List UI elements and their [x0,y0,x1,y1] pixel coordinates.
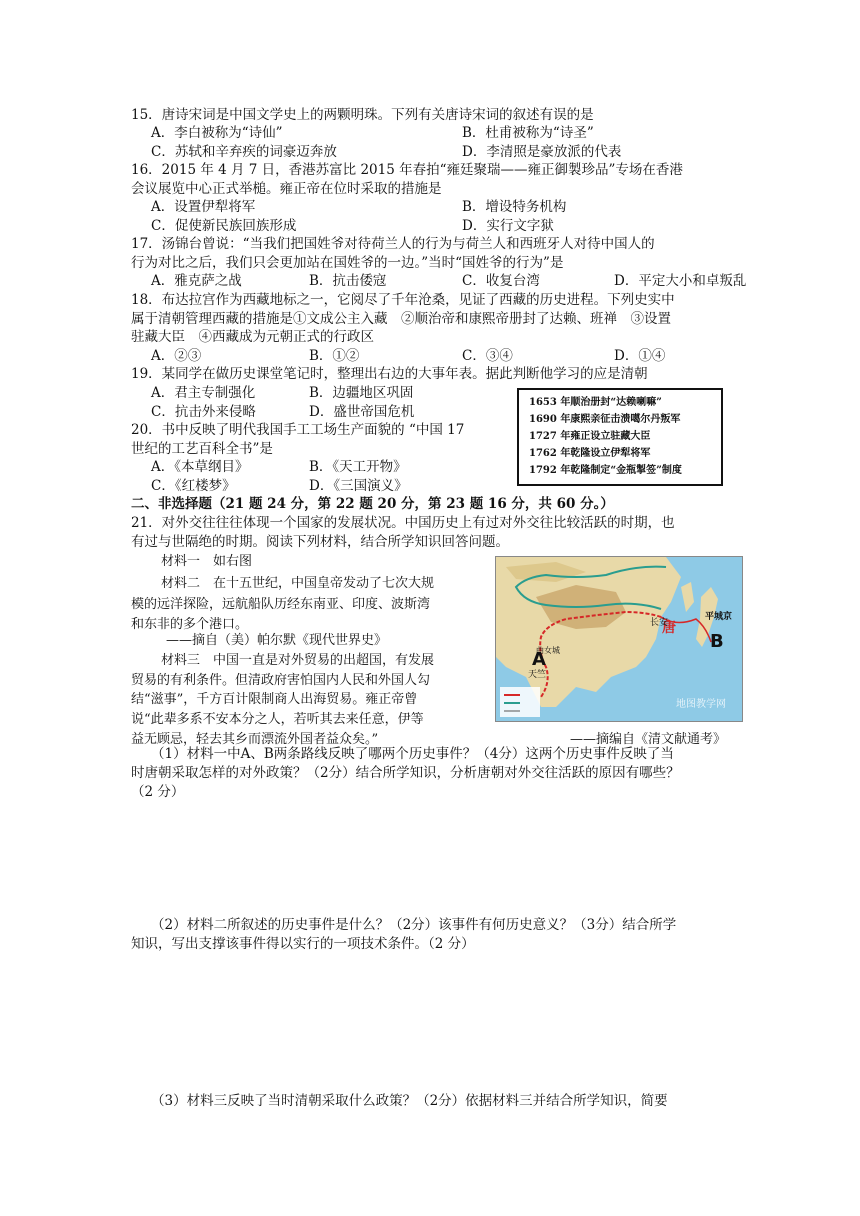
label-b: B [710,631,724,652]
label-qufunu: 曲女城 [536,646,560,655]
q17-stem-line2: 行为对比之后，我们只会更加站在国姓爷的一边。”当时“国姓爷的行为”是 [131,255,564,271]
material-3-line1: 材料三 中国一直是对外贸易的出超国，有发展 [161,653,435,668]
q21-part1-line2: 时唐朝采取怎样的对外政策？（2分）结合所学知识，分析唐朝对外交往活跃的原因有哪些？ [131,765,680,781]
event-row: 1792 年乾隆制定“金瓶掣签”制度 [529,465,682,476]
q16-option-d: D．实行文字狱 [462,218,554,234]
q15-option-b: B．杜甫被称为“诗圣” [462,125,594,141]
q17-option-b: B．抗击倭寇 [309,273,387,289]
q21-part1-line1: （1）材料一中A、B两条路线反映了哪两个历史事件？（4分）这两个历史事件反映了当 [151,746,674,762]
event-row: 1653 年顺治册封“达赖喇嘛” [529,397,662,408]
q17-option-d: D．平定大小和卓叛乱 [614,273,747,289]
q19-option-b: B．边疆地区巩固 [309,385,414,401]
q17-option-a: A．雅克萨之战 [151,273,242,289]
q18-option-d: D．①④ [614,348,666,364]
q16-option-b: B．增设特务机构 [462,199,567,215]
q20-option-b: B．《天工开物》 [309,459,407,475]
q17-stem-line1: 17．汤锦台曾说：“当我们把国姓爷对待荷兰人的行为与荷兰人和西班牙人对待中国人的 [131,236,655,252]
material-3-line4: 说“此辈多系不安本分之人，若听其去来任意，伊等 [131,712,424,727]
material-1: 材料一 如右图 [161,554,253,569]
q21-part3-line1: （3）材料三反映了当时清朝采取什么政策？（2分）依据材料三并结合所学知识，简要 [151,1093,668,1109]
q20-option-c: C．《红楼梦》 [151,478,236,494]
watermark: 地图教学网 [676,699,726,710]
q18-stem-line2: 属于清朝管理西藏的措施是①文成公主入藏 ②顺治帝和康熙帝册封了达赖、班禅 ③设置 [131,311,671,327]
q20-stem-line2: 世纪的工艺百科全书”是 [131,441,273,457]
material-3-line3: 结“滋事”，千方百计限制商人出海贸易。雍正帝曾 [131,692,418,707]
material-3-line2: 贸易的有利条件。但清政府害怕国内人民和外国人勾 [131,673,431,688]
q21-intro-line2: 有过与世隔绝的时期。阅读下列材料，结合所学知识回答问题。 [131,534,509,550]
q19-option-a: A．君主专制强化 [151,385,256,401]
label-a: A [532,649,546,670]
label-changan: 长安 [650,618,669,628]
label-tianzhu: 天竺 [528,670,547,680]
material-2-source: ——摘自（美）帕尔默《现代世界史》 [166,633,388,648]
q19-option-d: D．盛世帝国危机 [309,404,415,420]
label-tang: 唐 [662,620,676,636]
q15-stem: 15．唐诗宋词是中国文学史上的两颗明珠。下列有关唐诗宋词的叙述有误的是 [131,107,594,123]
q20-option-a: A．《本草纲目》 [151,459,249,475]
q19-events-table [517,388,723,486]
q20-option-d: D．《三国演义》 [309,478,408,494]
q21-part2-line1: （2）材料二所叙述的历史事件是什么？（2分）该事件有何历史意义？（3分）结合所学 [151,917,677,933]
q18-stem-line1: 18．布达拉宫作为西藏地标之一，它阅尽了千年沧桑，见证了西藏的历史进程。下列史实中 [131,292,675,308]
material-3-line5: 益无顾忌，轻去其乡而漂流外国者益众矣。” [131,732,379,747]
material-2-line3: 和东非的多个港口。 [131,617,249,632]
q15-option-a: A．李白被称为“诗仙” [151,125,283,141]
material-3-source: ——摘编自《清文献通考》 [570,732,727,747]
q18-option-c: C．③④ [462,348,513,364]
label-pingchengjing: 平城京 [705,612,733,622]
event-row: 1690 年康熙亲征击溃噶尔丹叛军 [529,414,681,425]
q18-stem-line3: 驻藏大臣 ④西藏成为元朝正式的行政区 [131,329,374,345]
event-row: 1727 年雍正设立驻藏大臣 [529,431,651,442]
q16-stem-line1: 16．2015 年 4 月 7 日，香港苏富比 2015 年春拍“雍廷聚瑞——雍正御製珍品”专场在香港 [131,162,683,178]
q18-option-b: B．①② [309,348,360,364]
q16-stem-line2: 会议展览中心正式举槌。雍正帝在位时采取的措施是 [131,181,442,197]
q21-part1-line3: （2 分） [131,784,185,800]
q18-option-a: A．②③ [151,348,202,364]
q21-intro-line1: 21．对外交往往往体现一个国家的发展状况。中国历史上有过对外交往比较活跃的时期，也 [131,515,675,531]
q16-option-c: C．促使新民族回族形成 [151,218,297,234]
material-2-line1: 材料二 在十五世纪，中国皇帝发动了七次大规 [161,576,435,591]
event-row: 1762 年乾隆设立伊犁将军 [529,448,651,459]
q19-stem: 19．某同学在做历史课堂笔记时，整理出右边的大事年表。据此判断他学习的应是清朝 [131,366,648,382]
silk-road-map [495,556,743,722]
q17-option-c: C．收复台湾 [462,273,540,289]
q16-option-a: A．设置伊犁将军 [151,199,256,215]
material-2-line2: 模的远洋探险，远航船队历经东南亚、印度、波斯湾 [131,597,431,612]
section-heading: 二、非选择题（21 题 24 分，第 22 题 20 分，第 23 题 16 分，共 60 分。） [131,496,614,512]
q20-stem-line1: 20．书中反映了明代我国手工工场生产面貌的 “中国 17 [131,422,465,438]
q19-option-c: C．抗击外来侵略 [151,404,256,420]
q15-option-d: D．李清照是豪放派的代表 [462,144,622,160]
q21-part2-line2: 知识，写出支撑该事件得以实行的一项技术条件。（2 分） [131,936,475,952]
q15-option-c: C．苏轼和辛弃疾的词豪迈奔放 [151,144,337,160]
